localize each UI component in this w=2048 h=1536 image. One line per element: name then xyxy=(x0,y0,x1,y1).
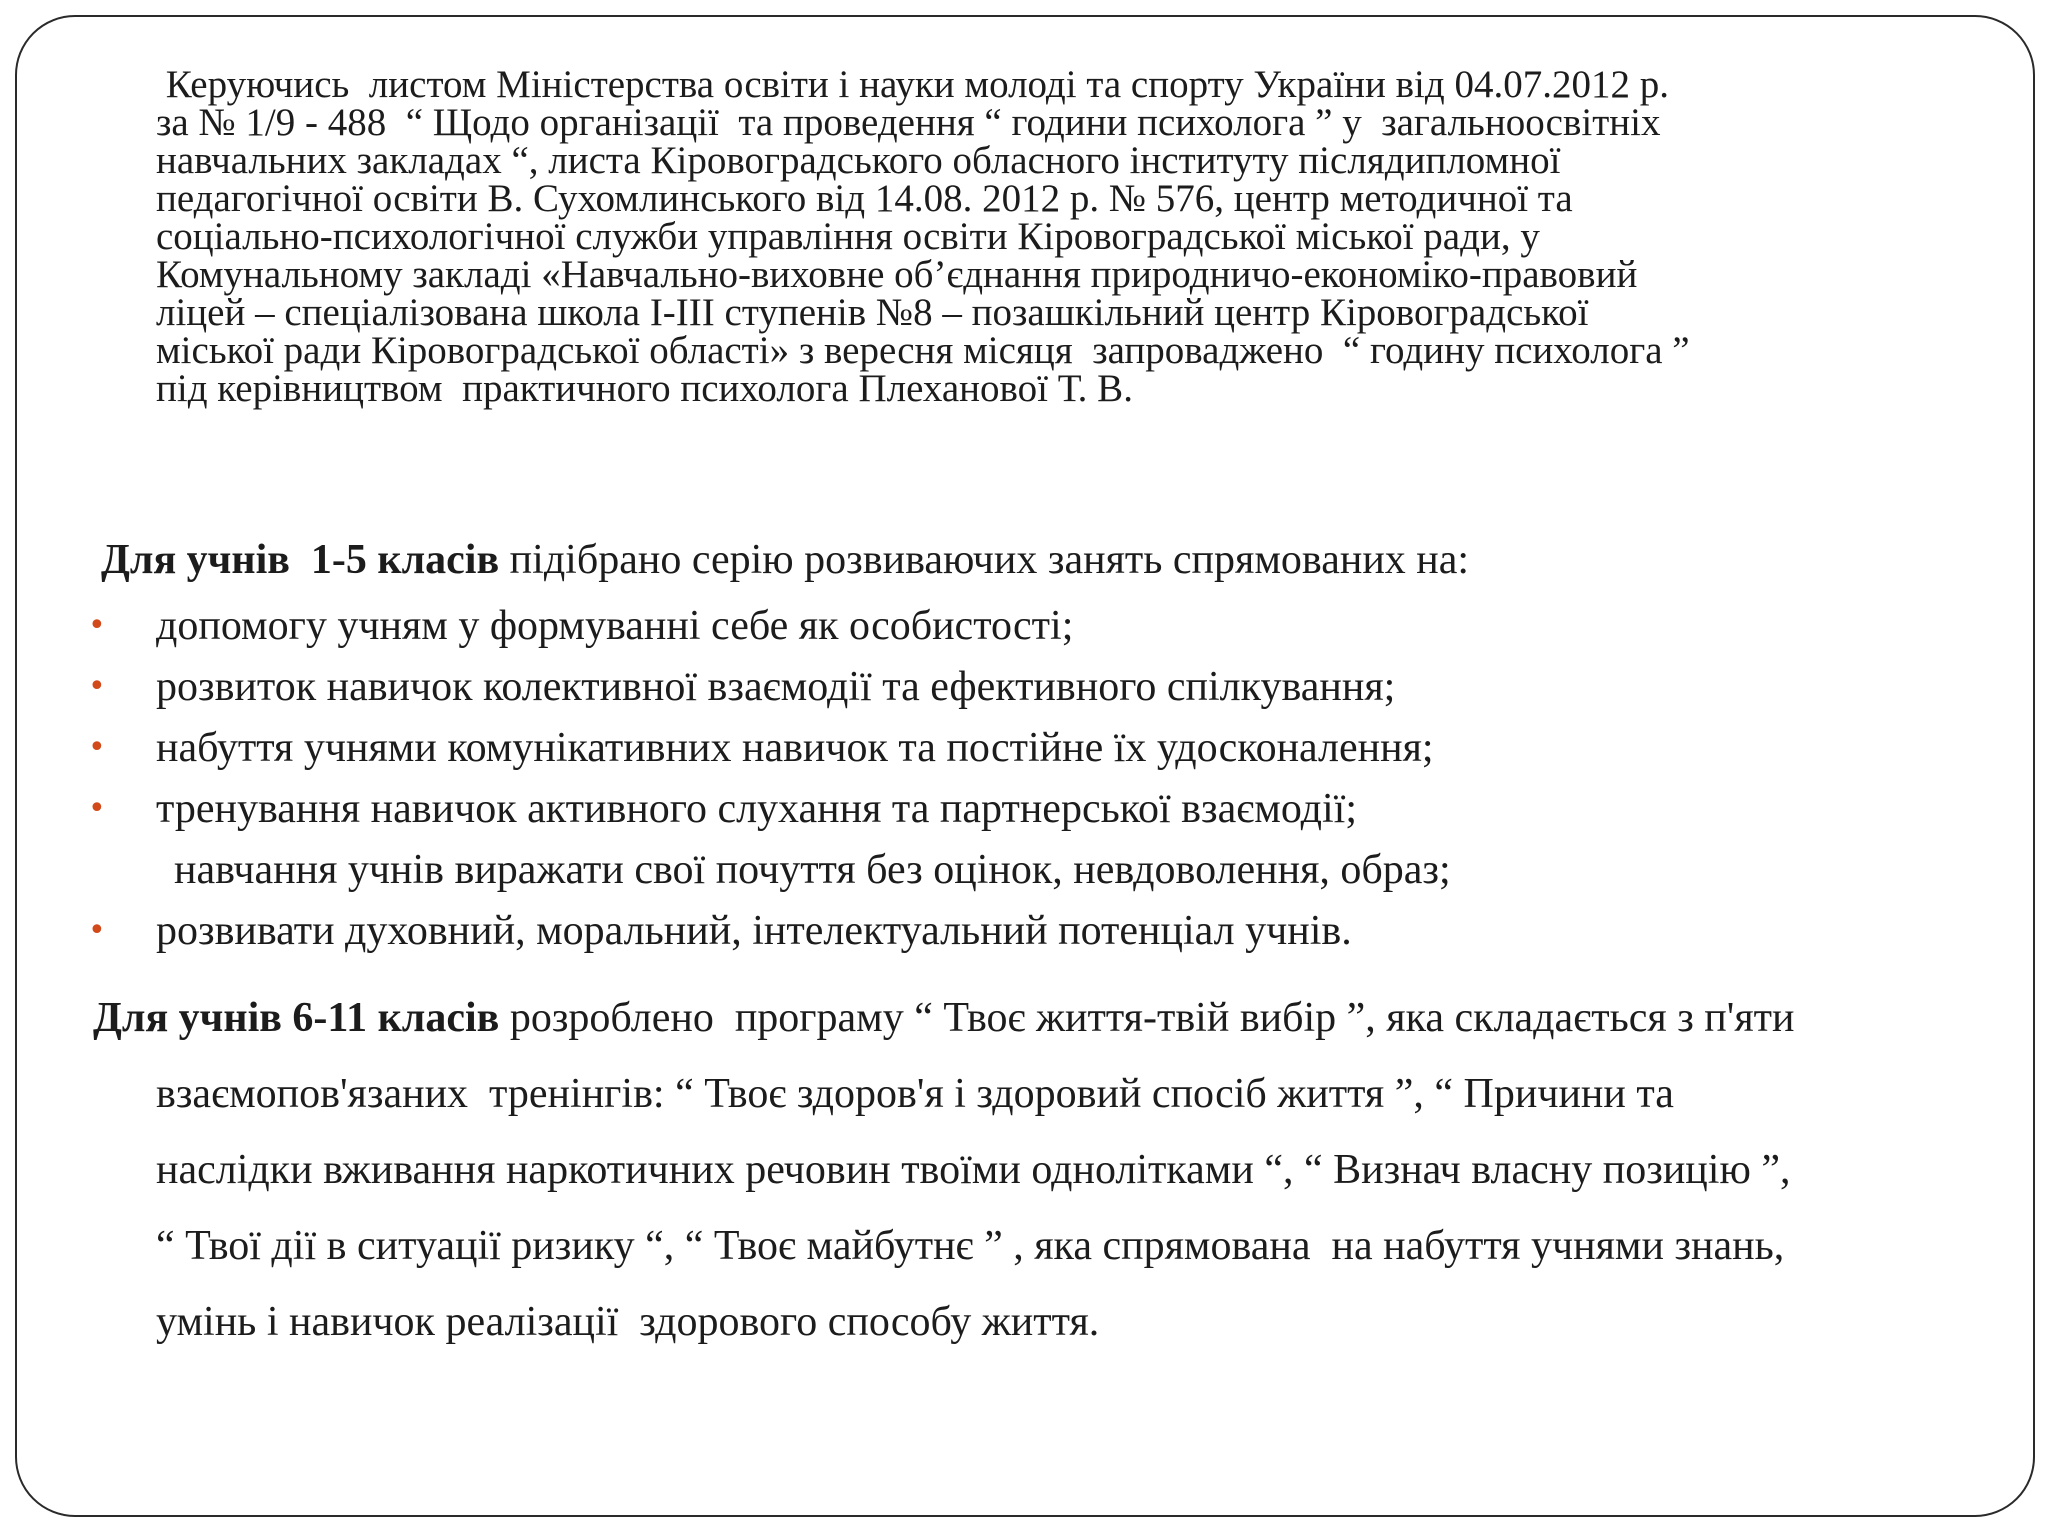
paragraph-line: взаємопов'язаних тренінгів: “ Твоє здоров'я і здоровий спосіб життя ”, “ Причини та xyxy=(156,1071,1674,1117)
paragraph-line: наслідки вживання наркотичних речовин твоїми однолітками “, “ Визнач власну позицію ”, xyxy=(156,1147,1791,1193)
section-heading-1-5 xyxy=(101,532,1469,588)
heading-rest: підібрано серію розвиваючих занять спрямованих на: xyxy=(499,537,1470,583)
bullet-icon: • xyxy=(88,608,106,643)
intro-line: за № 1/9 - 488 “ Щодо організації та проведення “ години психолога ” у загальноосвітніх xyxy=(156,101,1661,144)
paragraph-line: умінь і навичок реалізації здорового способу життя. xyxy=(156,1299,1100,1345)
list-item xyxy=(0,781,1358,837)
list-item-text: розвивати духовний, моральний, інтелектуальний потенціал учнів. xyxy=(156,908,1352,954)
heading-rest: розроблено програму “ Твоє життя-твій вибір ”, яка складається з п'яти xyxy=(499,995,1795,1041)
bullet-icon: • xyxy=(88,730,106,765)
list-item-text: розвиток навичок колективної взаємодії та ефективного спілкування; xyxy=(156,664,1396,710)
heading-bold-part: Для учнів 1-5 класів xyxy=(101,537,500,583)
list-item-text: допомогу учням у формуванні себе як особистості; xyxy=(156,603,1074,649)
intro-line: під керівництвом практичного психолога Плеханової Т. В. xyxy=(156,367,1133,410)
bullet-icon: • xyxy=(88,913,106,948)
list-item-text: навчання учнів виражати свої почуття без оцінок, невдоволення, образ; xyxy=(174,847,1451,893)
paragraph-line: “ Твої дії в ситуації ризику “, “ Твоє майбутнє ” , яка спрямована на набуття учнями знань, xyxy=(156,1223,1785,1269)
intro-line: педагогічної освіти В. Сухомлинського від 14.08. 2012 р. № 576, центр методичної та xyxy=(156,177,1573,220)
list-item-text: тренування навичок активного слухання та партнерської взаємодії; xyxy=(156,786,1358,832)
bullet-icon: • xyxy=(88,669,106,704)
list-item xyxy=(0,903,1352,959)
intro-line: навчальних закладах “, листа Кіровоградського обласного інституту післядипломної xyxy=(156,139,1561,182)
intro-line: міської ради Кіровоградської області» з вересня місяця запроваджено “ годину психолога ” xyxy=(156,329,1690,372)
section-heading-6-11 xyxy=(93,980,1993,1056)
intro-line: Комунальному закладі «Навчально-виховне об’єднання природничо-економіко-правовий xyxy=(156,253,1638,296)
bullet-icon: • xyxy=(88,791,106,826)
intro-paragraph xyxy=(156,63,1956,410)
list-item xyxy=(0,659,1396,715)
intro-line: ліцей – спеціалізована школа І-ІІІ ступенів №8 – позашкільний центр Кіровоградської xyxy=(156,291,1589,334)
list-item xyxy=(0,842,1451,898)
list-item xyxy=(0,598,1074,654)
intro-line: Керуючись листом Міністерства освіти і науки молоді та спорту України від 04.07.2012 р. xyxy=(156,63,1669,106)
intro-line: соціально-психологічної служби управління освіти Кіровоградської міської ради, у xyxy=(156,215,1540,258)
list-item xyxy=(0,720,1434,776)
section-grades-6-11 xyxy=(93,980,1993,1360)
heading-bold-part: Для учнів 6-11 класів xyxy=(93,995,500,1041)
list-item-text: набуття учнями комунікативних навичок та постійне їх удосконалення; xyxy=(156,725,1434,771)
